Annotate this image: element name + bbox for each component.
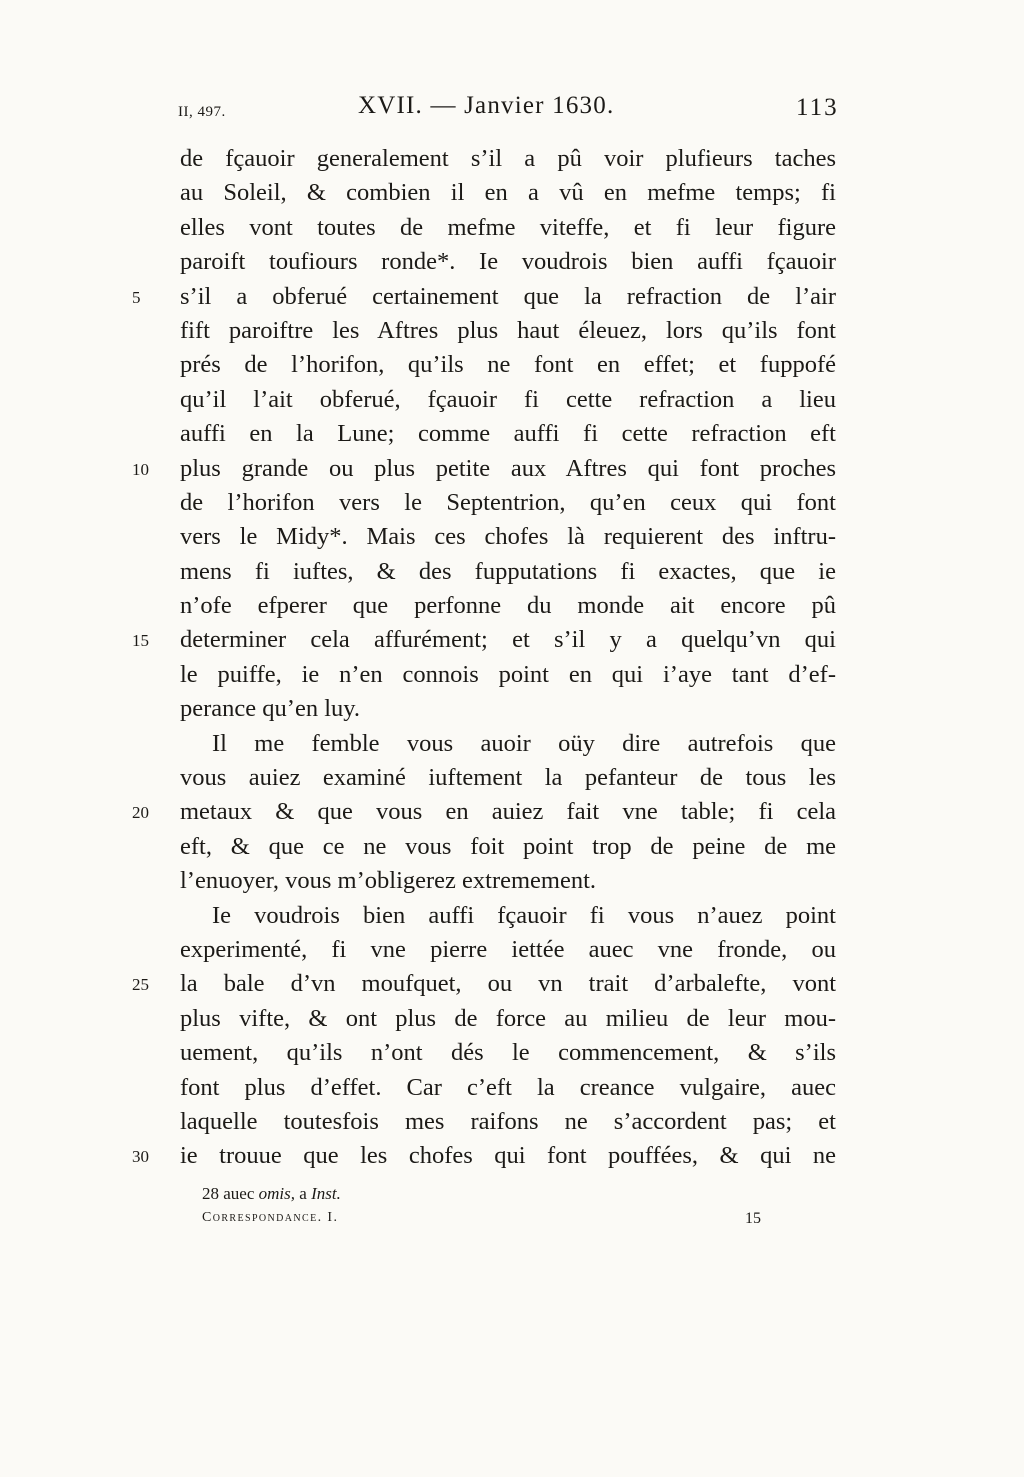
page-number: 113: [796, 94, 839, 121]
text-line: [180, 589, 836, 623]
text-line: [180, 830, 836, 864]
text-line: [132, 623, 836, 657]
running-title: XVII. — Janvier 1630.: [358, 92, 615, 119]
running-header: [0, 92, 1024, 132]
text-line: [180, 864, 836, 898]
line-number: 20: [132, 803, 149, 823]
text-line: [180, 727, 836, 761]
text-line: [180, 1002, 836, 1036]
line-text: ie trouue que les chofes qui font pouffées, & qui ne: [180, 1142, 836, 1170]
line-text: vers le Midy*. Mais ces chofes là requierent des inftru-: [180, 523, 836, 551]
line-text: mens fi iuftes, & des fupputations fi exactes, que ie: [180, 557, 836, 585]
text-line: [180, 211, 836, 245]
letter-text: [132, 142, 836, 1174]
text-line: [180, 1105, 836, 1139]
text-line: [180, 348, 836, 382]
line-text: qu’il l’ait obferué, fçauoir fi cette refraction a lieu: [180, 385, 836, 413]
footnote-number: 28: [202, 1184, 219, 1203]
line-text: Il me femble vous auoir oüy dire autrefois que: [212, 729, 836, 757]
text-line: [180, 245, 836, 279]
signature-number: 15: [745, 1210, 761, 1227]
line-text: font plus d’effet. Car c’eft la creance vulgaire, auec: [180, 1073, 836, 1101]
line-text: l’enuoyer, vous m’obligerez extremement.: [180, 867, 597, 895]
text-line: [180, 761, 836, 795]
line-text: perance qu’en luy.: [180, 695, 361, 723]
text-line: [180, 383, 836, 417]
line-number: 15: [132, 631, 149, 651]
line-text: determiner cela affurément; et s’il y a quelqu’vn qui: [180, 626, 836, 654]
text-line: [180, 555, 836, 589]
line-text: fift paroiftre les Aftres plus haut éleuez, lors qu’ils font: [180, 316, 836, 344]
text-line: [180, 486, 836, 520]
line-text: le puiffe, ie n’en connois point en qui i’aye tant d’ef-: [180, 660, 836, 688]
line-text: vous auiez examiné iuftement la pefanteur de tous les: [180, 764, 836, 792]
text-line: [180, 417, 836, 451]
line-text: s’il a obferué certainement que la refraction de l’air: [180, 282, 836, 310]
text-line: [180, 176, 836, 210]
line-number: 30: [132, 1147, 149, 1167]
line-text: laquelle toutesfois mes raifons ne s’accordent pas; et: [180, 1107, 836, 1135]
line-text: elles vont toutes de mefme viteffe, et fi leur figure: [180, 213, 836, 241]
line-text: plus vifte, & ont plus de force au milieu de leur mou-: [180, 1004, 836, 1032]
text-line: [180, 658, 836, 692]
line-text: auffi en la Lune; comme auffi fi cette refraction eft: [180, 420, 836, 448]
text-line: [180, 142, 836, 176]
footnote-source: Inst.: [311, 1184, 341, 1203]
text-line: [132, 967, 836, 1001]
text-line: [180, 1071, 836, 1105]
line-text: prés de l’horifon, qu’ils ne font en effet; et fuppofé: [180, 351, 836, 379]
text-line: [180, 520, 836, 554]
line-text: Ie voudrois bien auffi fçauoir fi vous n’auez point: [212, 901, 836, 929]
text-line: [132, 795, 836, 829]
edition-reference: II, 497.: [178, 104, 226, 120]
line-text: eft, & que ce ne vous foit point trop de peine de me: [180, 832, 836, 860]
footnote-text-middle: a: [299, 1184, 307, 1203]
line-number: 10: [132, 459, 149, 479]
text-line: [180, 692, 836, 726]
line-text: n’ofe efperer que perfonne du monde ait encore pû: [180, 592, 836, 620]
line-number: 5: [132, 287, 141, 307]
line-number: 25: [132, 975, 149, 995]
footnote-italic-word: omis,: [258, 1184, 296, 1203]
text-line: [180, 899, 836, 933]
line-text: la bale d’vn moufquet, ou vn trait d’arbalefte, vont: [180, 970, 836, 998]
footnote: [202, 1184, 341, 1204]
text-line: [132, 280, 836, 314]
text-line: [180, 314, 836, 348]
signature-label: Correspondance. I.: [202, 1210, 339, 1225]
line-text: de l’horifon vers le Septentrion, qu’en ceux qui font: [180, 488, 836, 516]
text-line: [132, 452, 836, 486]
line-text: de fçauoir generalement s’il a pû voir plufieurs taches: [180, 145, 836, 172]
text-line: [180, 1036, 836, 1070]
line-text: au Soleil, & combien il en a vû en mefme temps; fi: [180, 179, 836, 207]
line-text: plus grande ou plus petite aux Aftres qui font proches: [180, 454, 836, 482]
text-line: [132, 1139, 836, 1173]
text-line: [180, 933, 836, 967]
footnote-text: auec: [223, 1184, 255, 1203]
line-text: paroift toufiours ronde*. Ie voudrois bien auffi fçauoir: [180, 248, 836, 276]
line-text: experimenté, fi vne pierre iettée auec vne fronde, ou: [180, 935, 836, 963]
line-text: metaux & que vous en auiez fait vne table; fi cela: [180, 798, 836, 826]
line-text: uement, qu’ils n’ont dés le commencement, & s’ils: [180, 1039, 836, 1067]
